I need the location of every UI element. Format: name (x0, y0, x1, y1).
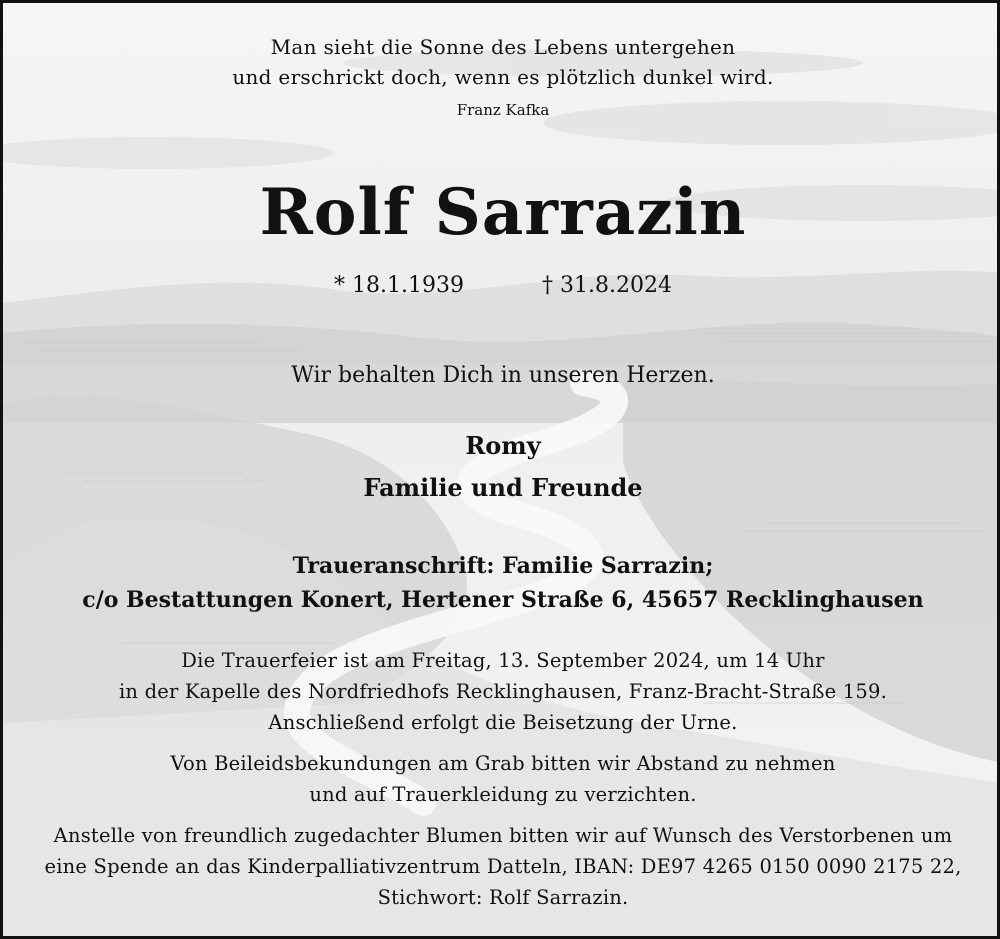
deceased-name: Rolf Sarrazin (259, 175, 747, 250)
mourning-address-label: Traueranschrift: Familie Sarrazin; (292, 553, 714, 579)
donation-line-1: Anstelle von freundlich zugedachter Blumen bitten wir auf Wunsch des Verstorbenen um (53, 824, 953, 847)
remembrance-message: Wir behalten Dich in unseren Herzen. (291, 363, 715, 388)
signatory-family: Familie und Freunde (363, 473, 643, 502)
quote-author: Franz Kafka (456, 101, 550, 119)
death-date: † 31.8.2024 (542, 273, 672, 298)
signatory-romy: Romy (465, 431, 541, 460)
quote-line-1: Man sieht die Sonne des Lebens untergehen (270, 35, 736, 59)
condolence-line-1: Von Beileidsbekundungen am Grab bitten wir Abstand zu nehmen (170, 752, 836, 775)
mourning-address: c/o Bestattungen Konert, Hertener Straße 6, 45657 Recklinghausen (82, 587, 924, 613)
ceremony-line-1: Die Trauerfeier ist am Freitag, 13. September 2024, um 14 Uhr (181, 649, 825, 672)
birth-date: * 18.1.1939 (334, 273, 464, 298)
ceremony-line-3: Anschließend erfolgt die Beisetzung der Urne. (268, 711, 738, 734)
life-dates (3, 273, 1000, 298)
quote-line-2: und erschrickt doch, wenn es plötzlich dunkel wird. (232, 65, 774, 89)
donation-line-3: Stichwort: Rolf Sarrazin. (377, 886, 629, 909)
donation-line-2: eine Spende an das Kinderpalliativzentrum Datteln, IBAN: DE97 4265 0150 0090 2175 22, (44, 855, 962, 878)
ceremony-line-2: in der Kapelle des Nordfriedhofs Recklinghausen, Franz-Bracht-Straße 159. (118, 680, 888, 703)
condolence-line-2: und auf Trauerkleidung zu verzichten. (309, 783, 697, 806)
